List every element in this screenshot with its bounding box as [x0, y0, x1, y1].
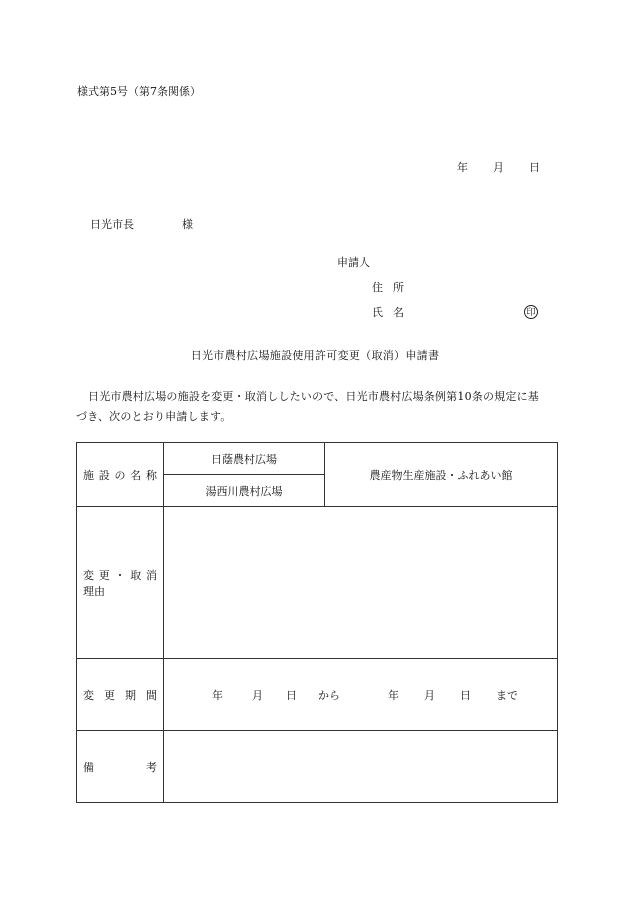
addressee	[90, 218, 193, 232]
remarks-input[interactable]	[164, 731, 558, 803]
seal-mark: 印	[524, 305, 538, 319]
document-title: 日光市農村広場施設使用許可変更（取消）申請書	[190, 349, 440, 362]
reason-label-cell	[77, 507, 164, 659]
addressee-honorific: 様	[182, 218, 193, 231]
period-from-year: 年	[212, 688, 223, 702]
period-from-day: 日	[286, 688, 297, 702]
date-line	[457, 161, 540, 175]
remarks-label-cell	[77, 731, 164, 803]
date-month-label: 月	[493, 161, 504, 174]
facility-label-cell	[77, 443, 164, 507]
addressee-mayor: 日光市長	[90, 218, 134, 231]
applicant-heading: 申請人	[337, 256, 370, 269]
reason-label-line2: 理由	[83, 584, 105, 598]
form-number: 様式第5号（第7条関係）	[77, 85, 201, 98]
facility-option-1[interactable]: 日蔭農村広場	[164, 443, 325, 475]
period-row	[164, 687, 557, 703]
application-form-table	[76, 442, 558, 803]
applicant-address-row	[372, 281, 414, 295]
remarks-label: 備 考	[83, 760, 157, 774]
period-to-month: 月	[424, 688, 435, 702]
period-input[interactable]	[164, 659, 558, 731]
applicant-name-row	[372, 306, 414, 320]
name-label: 氏名	[372, 306, 414, 319]
period-to-year: 年	[388, 688, 399, 702]
reason-label-line1: 変 更 ・ 取 消	[83, 568, 157, 582]
facility-label: 施 設 の 名 称	[83, 468, 157, 482]
period-label: 変 更 期 間	[83, 688, 157, 702]
period-label-cell	[77, 659, 164, 731]
period-to-day: 日	[460, 688, 471, 702]
date-day-label: 日	[529, 161, 540, 174]
period-from: から	[318, 688, 340, 702]
body-text: 日光市農村広場の施設を変更・取消ししたいので、日光市農村広場条例第10条の規定に基づき、次のとおり申請します。	[76, 390, 539, 423]
date-year-label: 年	[457, 161, 468, 174]
period-from-month: 月	[252, 688, 263, 702]
facility-option-2[interactable]: 湯西川農村広場	[164, 475, 325, 507]
facility-right-cell[interactable]: 農産物生産施設・ふれあい館	[325, 443, 558, 507]
address-label: 住所	[372, 281, 414, 294]
reason-input[interactable]	[164, 507, 558, 659]
period-to: まで	[496, 688, 518, 702]
